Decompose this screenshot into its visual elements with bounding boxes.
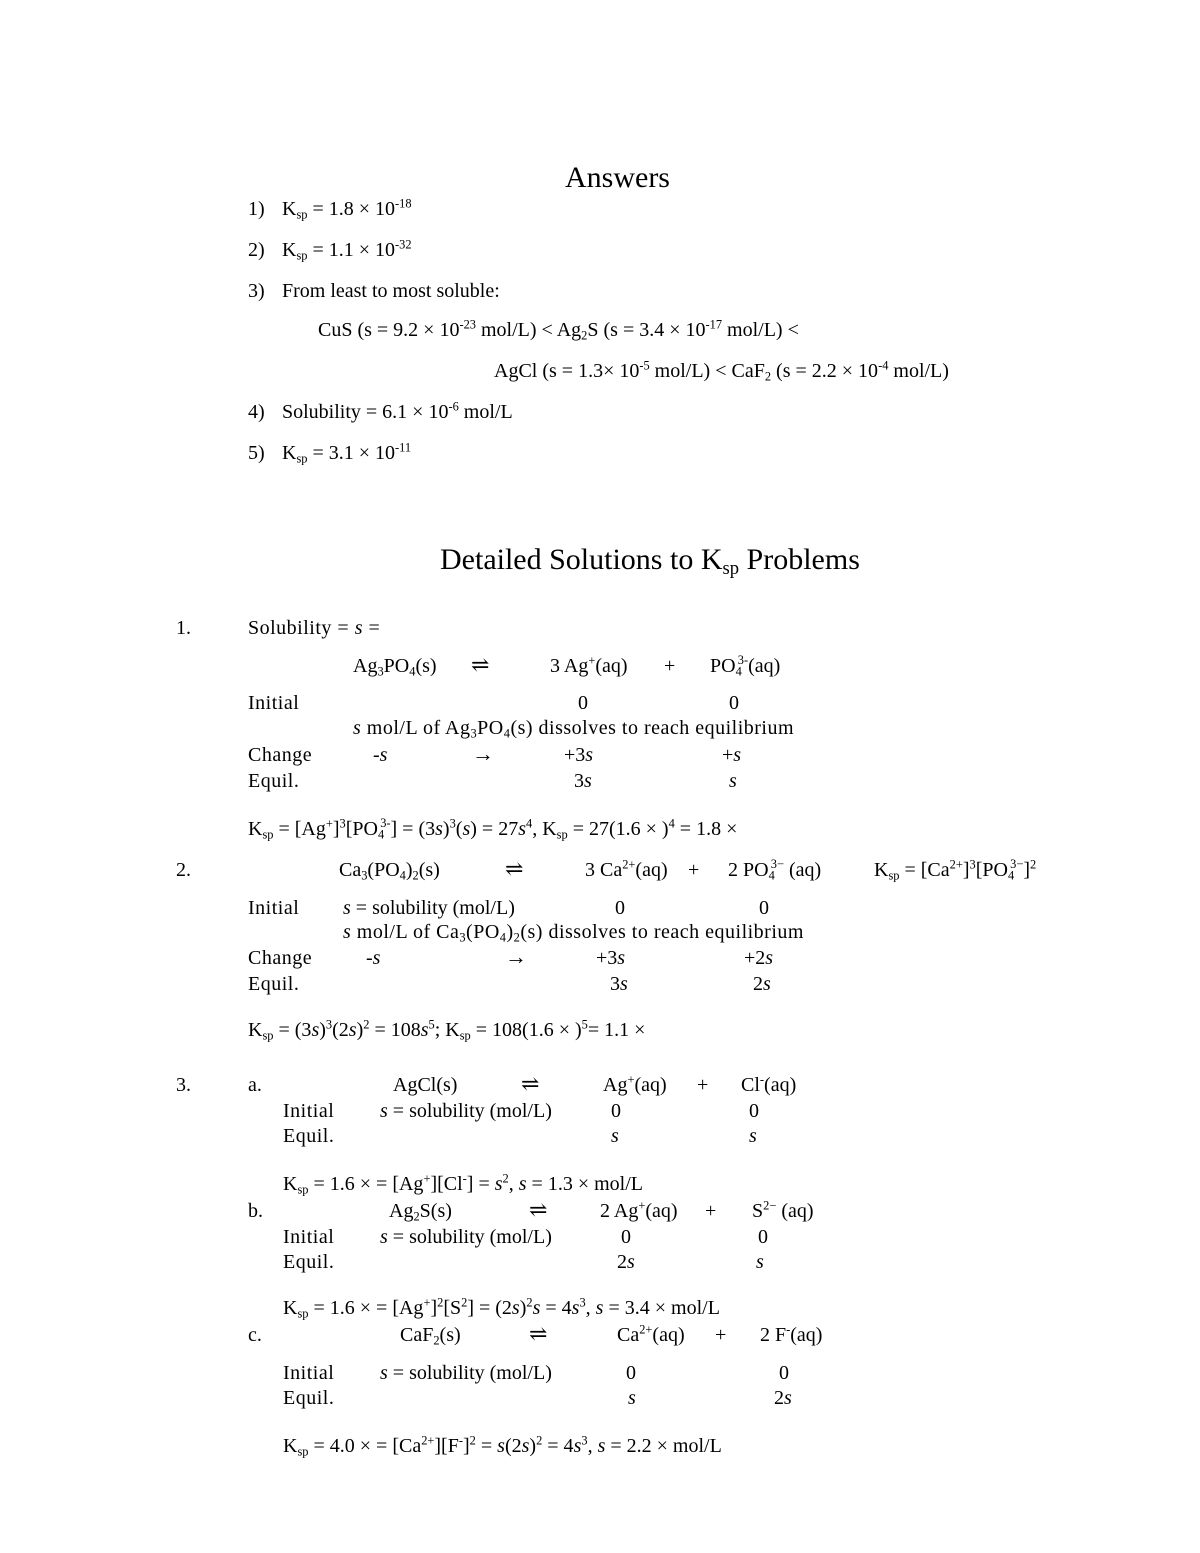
p2-change-1: +3s	[596, 947, 626, 969]
p2-change-reactant: -s	[366, 947, 381, 969]
p1-initial-1: 0	[578, 692, 588, 714]
p3b-plus: +	[705, 1200, 717, 1222]
p3c-product-1: $Ca^{2+}(aq)$	[617, 1322, 685, 1346]
p2-initial-1: 0	[615, 897, 625, 919]
problem-1-number: 1.	[176, 617, 191, 639]
p3a-equil-1: s	[611, 1125, 619, 1147]
answer-1-number: 1)	[248, 198, 265, 220]
answer-3-line-2: AgCl ($s = 1.3\times 10^{-5}$ mol/L) < CaF$_2$ ($s = 2.2 \times 10^{-4}$ mol/L)	[494, 358, 949, 384]
p2-initial-2: 0	[759, 897, 769, 919]
p1-equil-1: 3s	[574, 770, 592, 792]
problem-3-number: 3.	[176, 1074, 191, 1096]
p3a-initial-2: 0	[749, 1100, 759, 1122]
p3c-ksp-expression: $K_{sp} = 4.0$ × = $[Ca^{2+}][F^-]^2 = s(2s)^2 = 4s^3$, s = 2.2 × mol/L	[283, 1433, 722, 1459]
p3c-equil-label: Equil.	[283, 1387, 335, 1409]
p1-ksp-expression: $K_{sp} = [Ag^+]^3[PO_4^{3-}] = (3s)^3(s) = 27s^4$, $K_{sp} = 27(1.6 \times )^4 = 1.8$ ×	[248, 816, 738, 842]
p3b-ksp-expression: $K_{sp} = 1.6$ × = $[Ag^+]^2[S^2] = (2s)^2s = 4s^3$, s = 3.4 × mol/L	[283, 1295, 720, 1321]
p1-change-2: +s	[722, 744, 742, 766]
p3c-initial-1: 0	[626, 1362, 636, 1384]
p3b-equil-label: Equil.	[283, 1251, 335, 1273]
p1-plus: +	[664, 655, 676, 677]
p3c-initial-2: 0	[779, 1362, 789, 1384]
p3a-initial-label: Initial	[283, 1100, 335, 1122]
p3c-reactant: CaF$_2$(s)	[400, 1324, 461, 1348]
answer-2-number: 2)	[248, 239, 265, 261]
p3a-equil-2: s	[749, 1125, 757, 1147]
p2-change-label: Change	[248, 947, 313, 969]
p3b-initial-1: 0	[621, 1226, 631, 1248]
p3b-initial-label: Initial	[283, 1226, 335, 1248]
p1-change-reactant: -s	[373, 744, 388, 766]
p3a-equil-label: Equil.	[283, 1125, 335, 1147]
answer-1: $K_{sp} = 1.8 \times 10^{-18}$	[282, 196, 412, 222]
p3b-product-1: 2 Ag+(aq)	[600, 1198, 678, 1222]
p1-equil-2: s	[729, 770, 737, 792]
p1-change-1: +3s	[564, 744, 594, 766]
p2-equil-label: Equil.	[248, 973, 300, 995]
p3a-reactant: AgCl(s)	[393, 1074, 458, 1096]
p2-product-1: 3 $Ca^{2+}(aq)$	[585, 857, 668, 881]
p3b-solubility-definition: s = solubility (mol/L)	[380, 1226, 552, 1248]
p3a-ksp-expression: $K_{sp} = 1.6$ × = $[Ag^+][Cl^-] = s^2$, s = 1.3 × mol/L	[283, 1171, 643, 1197]
answer-5: $K_{sp} = 3.1 \times 10^{-11}$	[282, 440, 412, 466]
answer-3-line-1: CuS ($s = 9.2 \times 10^{-23}$ $mol/L) < Ag_2S$ ($s = 3.4 \times 10^{-17}$ mol/L) <	[318, 317, 799, 343]
p1-initial-label: Initial	[248, 692, 300, 714]
answer-5-number: 5)	[248, 442, 265, 464]
p2-dissolves-note: s mol/L of $Ca_3(PO_4)_2(s)$ dissolves to reach equilibrium	[343, 921, 804, 945]
p1-reactant: $Ag_3PO_4(s)$	[353, 655, 437, 679]
p2-equil-2: 2s	[753, 973, 771, 995]
answers-title: Answers	[565, 161, 670, 194]
p3c-equil-1: s	[628, 1387, 636, 1409]
p3c-initial-label: Initial	[283, 1362, 335, 1384]
p2-solubility-definition: s = solubility (mol/L)	[343, 897, 515, 919]
p2-initial-label: Initial	[248, 897, 300, 919]
p2-ksp-definition: $K_{sp} = [Ca^{2+}]^3[PO_4^{3-}]^2$	[874, 857, 1037, 883]
p3b-label: b.	[248, 1200, 263, 1222]
p3c-product-2: 2 F-(aq)	[760, 1322, 823, 1346]
p3b-equil-1: 2s	[617, 1251, 635, 1273]
answer-3: From least to most soluble:	[282, 280, 500, 302]
p3c-equil-2: 2s	[774, 1387, 792, 1409]
p1-equilibrium-arrow: ⇌	[471, 652, 490, 677]
p3a-solubility-definition: s = solubility (mol/L)	[380, 1100, 552, 1122]
p3c-plus: +	[715, 1324, 727, 1346]
p3a-product-2: Cl-(aq)	[741, 1072, 797, 1096]
answer-4-number: 4)	[248, 401, 265, 423]
p2-ksp-expression: $K_{sp} = (3s)^3(2s)^2 = 108s^5$; $K_{sp} = 108(1.6 \times )^5= 1.1$ ×	[248, 1017, 646, 1043]
solutions-title: Detailed Solutions to $K_{sp}$ Problems	[440, 543, 860, 580]
p3b-reactant: $Ag_2S(s)$	[389, 1200, 452, 1224]
p2-plus: +	[688, 859, 700, 881]
p2-reactant: $Ca_3(PO_4)_2(s)$	[339, 859, 440, 883]
p2-change-2: +2s	[744, 947, 774, 969]
p2-change-arrow: →	[505, 944, 527, 969]
p1-equil-label: Equil.	[248, 770, 300, 792]
answer-2: $K_{sp} = 1.1 \times 10^{-32}$	[282, 237, 412, 263]
p2-equilibrium-arrow: ⇌	[505, 856, 524, 881]
p3b-product-2: $S^{2-}$ (aq)	[752, 1198, 814, 1222]
p2-equil-1: 3s	[610, 973, 628, 995]
p1-product-1: 3 Ag+(aq)	[550, 653, 628, 677]
problem-2-number: 2.	[176, 859, 191, 881]
p1-change-arrow: →	[472, 741, 494, 766]
p3b-initial-2: 0	[758, 1226, 768, 1248]
p1-initial-2: 0	[729, 692, 739, 714]
p3b-equilibrium-arrow: ⇌	[529, 1197, 548, 1222]
p3c-label: c.	[248, 1324, 262, 1346]
p1-dissolves-note: s mol/L of $Ag_3PO_4(s)$ dissolves to reach equilibrium	[353, 717, 795, 741]
p3a-label: a.	[248, 1074, 262, 1096]
answer-4: Solubility = $6.1 \times 10^{-6}$ mol/L	[282, 399, 513, 423]
p3c-equilibrium-arrow: ⇌	[529, 1321, 548, 1346]
p3c-solubility-definition: s = solubility (mol/L)	[380, 1362, 552, 1384]
answer-3-number: 3)	[248, 280, 265, 302]
p3a-initial-1: 0	[611, 1100, 621, 1122]
p2-product-2: 2 $PO_4^{3-}$ (aq)	[728, 857, 822, 883]
p3b-equil-2: s	[756, 1251, 764, 1273]
p1-product-2: $PO_4^{3-}(aq)$	[710, 653, 781, 679]
p3a-plus: +	[697, 1074, 709, 1096]
p3a-equilibrium-arrow: ⇌	[521, 1071, 540, 1096]
p1-change-label: Change	[248, 744, 313, 766]
problem-1-solubility: Solubility = s =	[248, 617, 381, 639]
p3a-product-1: Ag+(aq)	[603, 1072, 667, 1096]
